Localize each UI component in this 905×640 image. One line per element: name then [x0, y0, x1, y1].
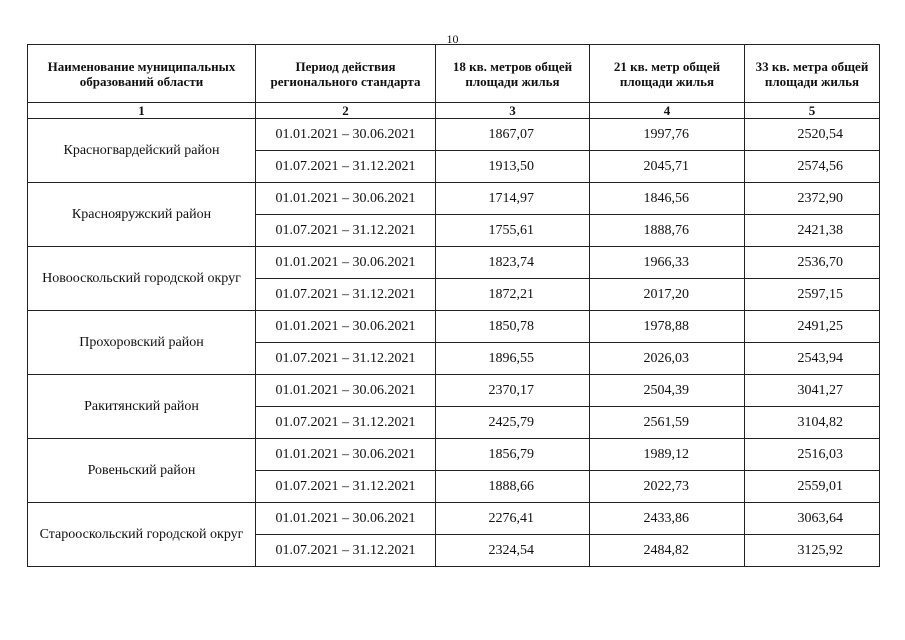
value-18sqm: 2276,41 — [436, 503, 590, 535]
value-18sqm: 1888,66 — [436, 471, 590, 503]
value-18sqm: 1823,74 — [436, 247, 590, 279]
value-33sqm: 2597,15 — [745, 279, 880, 311]
value-33sqm: 2491,25 — [745, 311, 880, 343]
value-21sqm: 2026,03 — [590, 343, 745, 375]
value-21sqm: 1966,33 — [590, 247, 745, 279]
period-cell: 01.01.2021 – 30.06.2021 — [256, 183, 436, 215]
value-33sqm: 2574,56 — [745, 151, 880, 183]
value-21sqm: 2504,39 — [590, 375, 745, 407]
value-21sqm: 2017,20 — [590, 279, 745, 311]
column-number: 1 — [28, 103, 256, 119]
header-21sqm: 21 кв. метр общей площади жилья — [590, 45, 745, 103]
period-cell: 01.01.2021 – 30.06.2021 — [256, 119, 436, 151]
value-18sqm: 1850,78 — [436, 311, 590, 343]
period-cell: 01.07.2021 – 31.12.2021 — [256, 343, 436, 375]
value-18sqm: 1856,79 — [436, 439, 590, 471]
column-number: 4 — [590, 103, 745, 119]
header-period: Период действия регионального стандарта — [256, 45, 436, 103]
period-cell: 01.01.2021 – 30.06.2021 — [256, 247, 436, 279]
value-33sqm: 2520,54 — [745, 119, 880, 151]
value-21sqm: 1888,76 — [590, 215, 745, 247]
period-cell: 01.01.2021 – 30.06.2021 — [256, 503, 436, 535]
value-21sqm: 2561,59 — [590, 407, 745, 439]
value-21sqm: 2045,71 — [590, 151, 745, 183]
municipality-name: Краснояружский район — [28, 183, 256, 247]
table-row — [28, 247, 880, 279]
column-number: 5 — [745, 103, 880, 119]
value-18sqm: 2324,54 — [436, 535, 590, 567]
value-18sqm: 1872,21 — [436, 279, 590, 311]
value-18sqm: 1896,55 — [436, 343, 590, 375]
value-33sqm: 3104,82 — [745, 407, 880, 439]
period-cell: 01.07.2021 – 31.12.2021 — [256, 215, 436, 247]
value-33sqm: 2372,90 — [745, 183, 880, 215]
page-number: 10 — [446, 32, 459, 46]
value-18sqm: 1867,07 — [436, 119, 590, 151]
period-cell: 01.07.2021 – 31.12.2021 — [256, 151, 436, 183]
municipality-name: Старооскольский городской округ — [28, 503, 256, 567]
table-row — [28, 119, 880, 151]
value-33sqm: 3063,64 — [745, 503, 880, 535]
municipality-name: Новооскольский городской округ — [28, 247, 256, 311]
value-18sqm: 2425,79 — [436, 407, 590, 439]
municipality-name: Прохоровский район — [28, 311, 256, 375]
municipality-name: Красногвардейский район — [28, 119, 256, 183]
column-number: 3 — [436, 103, 590, 119]
value-33sqm: 3041,27 — [745, 375, 880, 407]
period-cell: 01.01.2021 – 30.06.2021 — [256, 375, 436, 407]
value-21sqm: 1846,56 — [590, 183, 745, 215]
value-33sqm: 2536,70 — [745, 247, 880, 279]
value-18sqm: 1714,97 — [436, 183, 590, 215]
value-21sqm: 1997,76 — [590, 119, 745, 151]
value-33sqm: 2559,01 — [745, 471, 880, 503]
period-cell: 01.07.2021 – 31.12.2021 — [256, 535, 436, 567]
period-cell: 01.01.2021 – 30.06.2021 — [256, 311, 436, 343]
table-row — [28, 311, 880, 343]
value-21sqm: 2022,73 — [590, 471, 745, 503]
column-number: 2 — [256, 103, 436, 119]
value-21sqm: 1978,88 — [590, 311, 745, 343]
header-18sqm: 18 кв. метров общей площади жилья — [436, 45, 590, 103]
value-18sqm: 1913,50 — [436, 151, 590, 183]
header-33sqm: 33 кв. метра общей площади жилья — [745, 45, 880, 103]
header-row — [28, 45, 880, 103]
value-33sqm: 2516,03 — [745, 439, 880, 471]
municipality-name: Ровеньский район — [28, 439, 256, 503]
period-cell: 01.07.2021 – 31.12.2021 — [256, 407, 436, 439]
period-cell: 01.07.2021 – 31.12.2021 — [256, 471, 436, 503]
value-18sqm: 2370,17 — [436, 375, 590, 407]
table-row — [28, 375, 880, 407]
value-33sqm: 3125,92 — [745, 535, 880, 567]
housing-standard-table — [27, 44, 880, 567]
value-18sqm: 1755,61 — [436, 215, 590, 247]
value-33sqm: 2543,94 — [745, 343, 880, 375]
table-row — [28, 439, 880, 471]
column-number-row — [28, 103, 880, 119]
value-21sqm: 2484,82 — [590, 535, 745, 567]
table-row — [28, 183, 880, 215]
period-cell: 01.07.2021 – 31.12.2021 — [256, 279, 436, 311]
value-21sqm: 1989,12 — [590, 439, 745, 471]
value-33sqm: 2421,38 — [745, 215, 880, 247]
municipality-name: Ракитянский район — [28, 375, 256, 439]
table-row — [28, 503, 880, 535]
value-21sqm: 2433,86 — [590, 503, 745, 535]
period-cell: 01.01.2021 – 30.06.2021 — [256, 439, 436, 471]
header-municipality: Наименование муниципальных образований области — [28, 45, 256, 103]
